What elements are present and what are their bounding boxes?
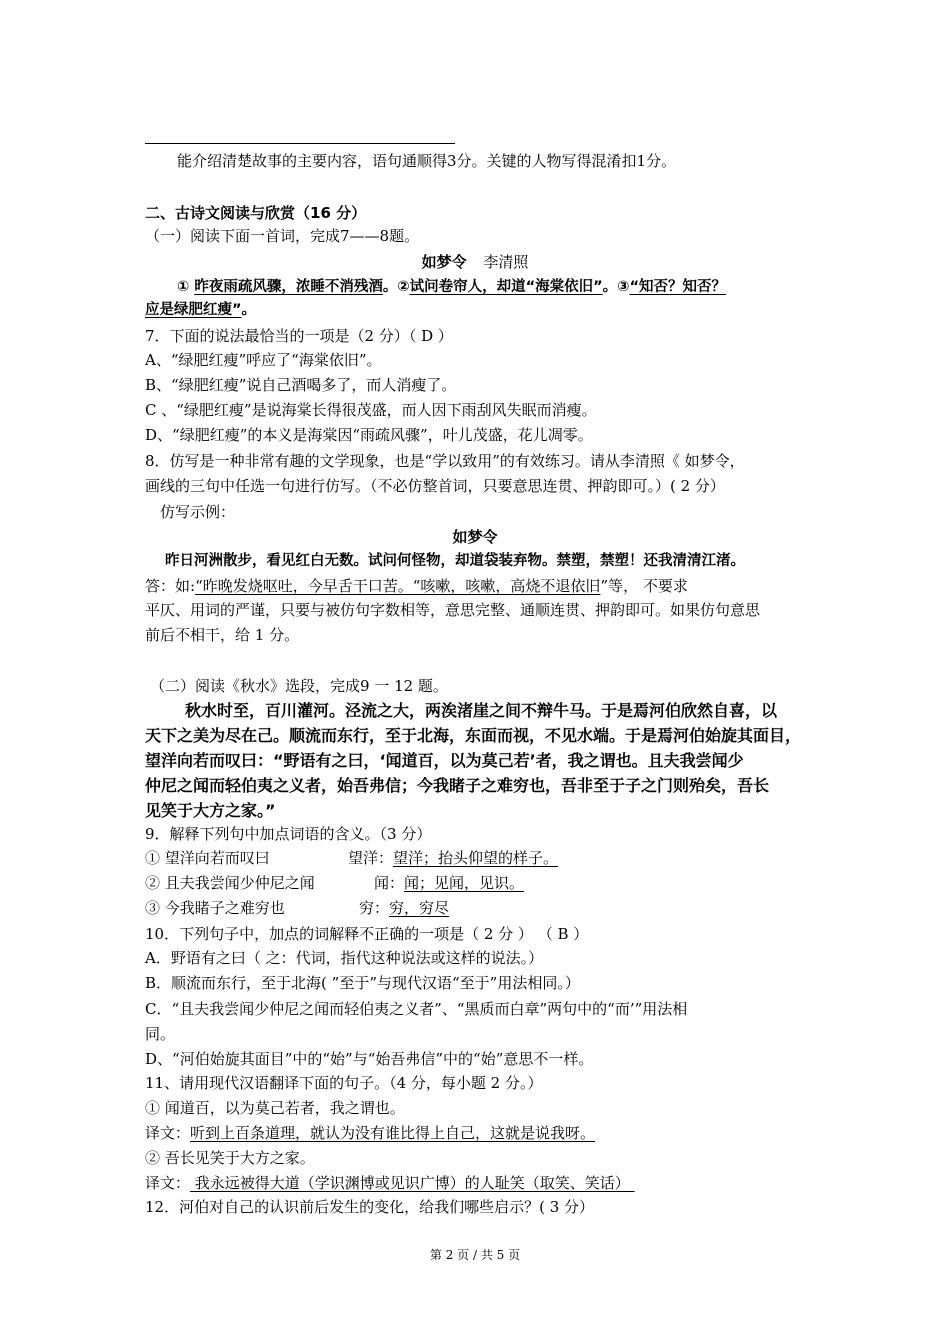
subsection-2-heading: （二）阅读《秋水》选段，完成9 一 12 题。 bbox=[150, 677, 448, 695]
poem-underlined-3b: 应是绿肥红瘦” bbox=[145, 302, 242, 318]
q10-option-b: B．顺流而东行，至于北海( ”至于”与现代汉语“至于”用法相同。） bbox=[145, 974, 580, 992]
q9-item-2-answer bbox=[374, 873, 524, 893]
poem-punct: 。 bbox=[241, 302, 257, 318]
answer-underlined: “昨晚发烧呕吐，今早舌干口苦。“咳嗽，咳嗽，高烧不退依旧 bbox=[195, 577, 601, 595]
scoring-note: 能介绍清楚故事的主要内容，语句通顺得3分。关键的人物写得混淆扣1分。 bbox=[177, 152, 677, 170]
poem-underlined-2: 试问卷帘人，却道“海棠依旧” bbox=[409, 279, 603, 295]
question-8-line-2: 画线的三句中任选一句进行仿写。（不必仿整首词，只要意思连贯、押韵即可。）( 2 分） bbox=[145, 477, 725, 495]
q9-sentence: ② 且夫我尝闻少仲尼之闻 bbox=[145, 874, 315, 892]
poem-author: 李清照 bbox=[483, 253, 529, 271]
q7-option-d: D、“绿肥红瘦”的本义是海棠因“雨疏风骤”，叶儿茂盛，花儿凋零。 bbox=[145, 426, 593, 444]
poem-line-2 bbox=[145, 300, 256, 320]
answer-tail: ”等， 不要求 bbox=[600, 577, 688, 595]
translation-label: 译文： bbox=[145, 1174, 191, 1192]
q9-item-3-answer bbox=[359, 898, 449, 918]
q10-option-c-line-1: C．“且夫我尝闻少仲尼之闻而轻伯夷之义者”、“黑质而白章”两句中的“而’”用法相 bbox=[145, 1000, 688, 1018]
q10-option-a: A．野语有之曰（ 之：代词，指代这种说法或这样的说法。） bbox=[145, 949, 544, 967]
q9-definition: 穷，穷尽 bbox=[389, 899, 450, 917]
poem-punct: 。② bbox=[382, 279, 410, 295]
q9-item-1 bbox=[145, 848, 270, 868]
question-12: 12．河伯对自己的认识前后发生的变化，给我们哪些启示？( 3 分） bbox=[145, 1198, 595, 1216]
poem-title: 如梦令 bbox=[421, 253, 467, 271]
passage-line-5: 见笑于大方之家。” bbox=[145, 801, 276, 820]
q8-example-label: 仿写示例： bbox=[160, 503, 236, 521]
q9-term: 闻： bbox=[374, 874, 405, 892]
q11-item-1: ① 闻道百，以为莫己若者，我之谓也。 bbox=[145, 1099, 405, 1117]
q11-item-2-translation bbox=[145, 1173, 635, 1193]
page-number-footer: 第 2 页 / 共 5 页 bbox=[429, 1248, 521, 1262]
passage-line-4: 仲尼之闻而轻伯夷之义者，始吾弗信；今我睹子之难穷也，吾非至于子之门则殆矣，吾长 bbox=[145, 776, 770, 795]
q10-option-c-line-2: 同。 bbox=[145, 1025, 176, 1043]
poem-punct: 。③ bbox=[602, 279, 630, 295]
answer-8-line-2: 平仄、用词的严谨，只要与被仿句字数相等，意思完整、通顺连贯、押韵即可。如果仿句意思 bbox=[145, 601, 761, 619]
q7-option-b: B、“绿肥红瘦”说自己酒喝多了，而人消瘦了。 bbox=[145, 376, 457, 394]
question-10: 10．下列句子中，加点的词解释不正确的一项是（ 2 分 ） （ B ） bbox=[145, 925, 589, 943]
passage-line-1: 秋水时至，百川灌河。泾流之大，两涘渚崖之间不辩牛马。于是焉河伯欣然自喜，以 bbox=[185, 701, 778, 720]
q7-option-a: A、“绿肥红瘦”呼应了“海棠依旧”。 bbox=[145, 351, 382, 369]
question-11: 11、请用现代汉语翻译下面的句子。（4 分，每小题 2 分。） bbox=[145, 1074, 543, 1092]
q9-term: 穷： bbox=[359, 899, 390, 917]
translation-label: 译文： bbox=[145, 1124, 191, 1142]
example-title: 如梦令 bbox=[452, 528, 498, 546]
section-heading: 二、古诗文阅读与欣赏（16 分） bbox=[145, 204, 367, 222]
q10-option-d: D、“河伯始旋其面目”中的“始”与“始吾弗信”中的“始”意思不一样。 bbox=[145, 1050, 594, 1068]
poem-line-1 bbox=[177, 277, 726, 297]
passage-line-2: 天下之美为尽在己。顺流而东行，至于北海，东面而视，不见水端。于是焉河伯始旋其面目， bbox=[145, 726, 802, 745]
q9-term: 望洋： bbox=[348, 849, 394, 867]
question-8-line-1: 8．仿写是一种非常有趣的文学现象，也是“学以致用”的有效练习。请从李清照《 如梦令， bbox=[145, 452, 745, 470]
example-body: 昨日河洲散步，看见红白无数。试问何怪物，却道袋装弃物。禁塑，禁塑！还我清清江渚。 bbox=[165, 553, 745, 569]
q11-item-2: ② 吾长见笑于大方之家。 bbox=[145, 1149, 315, 1167]
answer-label: 答：如: bbox=[145, 577, 196, 595]
question-7: 7．下面的说法最恰当的一项是（2 分）（ D ） bbox=[145, 327, 453, 345]
translation-text: 听到上百条道理，就认为没有谁比得上自己，这就是说我呀。 bbox=[190, 1124, 596, 1142]
q11-item-1-translation bbox=[145, 1123, 595, 1143]
poem-marker: ① bbox=[177, 279, 195, 295]
q7-option-c: C 、“绿肥红瘦”是说海棠长得很茂盛，而人因下雨刮风失眠而消瘦。 bbox=[145, 401, 597, 419]
question-9: 9．解释下列句中加点词语的含义。（3 分） bbox=[145, 825, 432, 843]
q9-sentence: ③ 今我睹子之难穷也 bbox=[145, 899, 285, 917]
q9-item-2 bbox=[145, 873, 315, 893]
q9-item-3 bbox=[145, 898, 285, 918]
translation-text: 我永远被得大道（学识渊博或见识广博）的人耻笑（取笑、笑话） bbox=[190, 1174, 635, 1192]
passage-line-3: 望洋向若而叹曰：“野语有之曰，‘闻道百，以为莫己若’者，我之谓也。且夫我尝闻少 bbox=[145, 751, 744, 770]
q9-definition: 望洋；抬头仰望的样子。 bbox=[393, 849, 559, 867]
answer-8-line-3: 前后不相干，给 1 分。 bbox=[145, 626, 300, 644]
q9-item-1-answer bbox=[348, 848, 558, 868]
answer-8-line-1 bbox=[145, 576, 688, 596]
subsection-heading: （一）阅读下面一首词，完成7——8题。 bbox=[145, 227, 420, 245]
poem-heading bbox=[0, 252, 950, 272]
separator-line bbox=[145, 143, 455, 144]
q9-sentence: ① 望洋向若而叹曰 bbox=[145, 849, 270, 867]
poem-underlined-1: 昨夜雨疏风骤，浓睡不消残酒 bbox=[194, 279, 383, 295]
poem-underlined-3: “知否？知否？ bbox=[629, 279, 726, 295]
q9-definition: 闻；见闻，见识。 bbox=[404, 874, 525, 892]
